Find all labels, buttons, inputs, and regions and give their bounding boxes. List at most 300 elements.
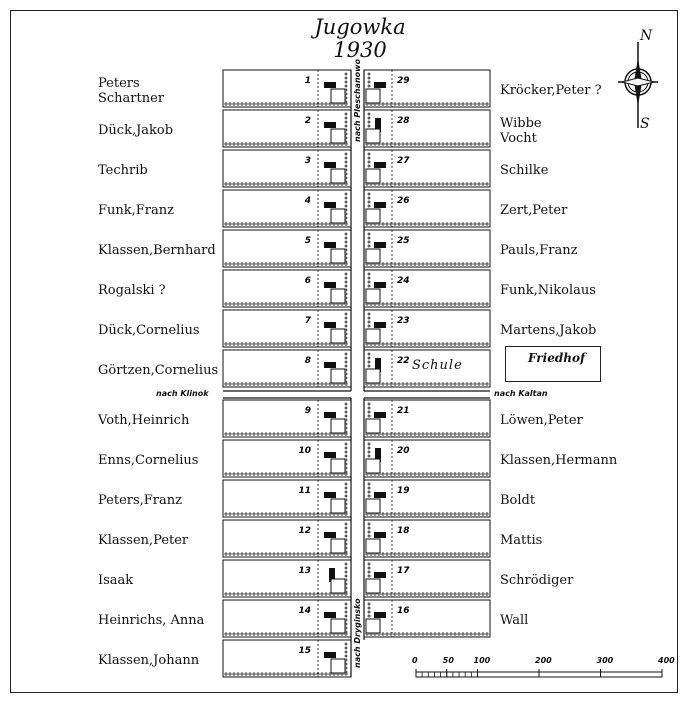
hedge-dot — [261, 183, 263, 185]
hedge-dot — [261, 103, 263, 105]
hedge-dot — [474, 343, 476, 345]
hedge-dot — [470, 343, 472, 345]
lot-number: 18 — [397, 526, 410, 536]
hedge-dot — [406, 103, 408, 105]
hedge-dot — [426, 513, 428, 515]
hedge-dot — [297, 383, 299, 385]
hedge-dot — [394, 513, 396, 515]
fence-dot — [345, 615, 347, 617]
scale-tick-label: 200 — [535, 656, 552, 665]
hedge-dot — [277, 183, 279, 185]
hedge-dot — [470, 183, 472, 185]
lot-number: 16 — [397, 606, 410, 616]
barn — [366, 329, 380, 343]
hedge-dot — [474, 143, 476, 145]
hedge-dot — [438, 513, 440, 515]
hedge-dot — [249, 433, 251, 435]
hedge-dot — [289, 473, 291, 475]
owner-name-line: Klassen,Johann — [98, 653, 200, 668]
hedge-dot — [225, 673, 227, 675]
hedge-dot — [450, 343, 452, 345]
hedge-dot — [249, 553, 251, 555]
hedge-dot — [418, 143, 420, 145]
fence-dot — [345, 607, 347, 609]
fence-dot — [368, 233, 370, 235]
hedge-dot — [305, 593, 307, 595]
hedge-dot — [241, 433, 243, 435]
hedge-dot — [486, 513, 488, 515]
house — [324, 82, 336, 88]
hedge-dot — [245, 433, 247, 435]
hedge-dot — [386, 263, 388, 265]
owner-name-line: Heinrichs, Anna — [98, 613, 205, 628]
hedge-dot — [273, 383, 275, 385]
hedge-dot — [321, 553, 323, 555]
hedge-dot — [402, 263, 404, 265]
hedge-dot — [454, 473, 456, 475]
hedge-dot — [261, 673, 263, 675]
hedge-dot — [289, 513, 291, 515]
hedge-dot — [229, 433, 231, 435]
hedge-dot — [245, 633, 247, 635]
lot-owner — [98, 453, 198, 468]
lot-owner — [500, 83, 602, 98]
hedge-dot — [474, 183, 476, 185]
hedge-dot — [293, 383, 295, 385]
hedge-dot — [321, 223, 323, 225]
lot-owner — [500, 163, 548, 178]
hedge-dot — [406, 553, 408, 555]
hedge-dot — [402, 343, 404, 345]
hedge-dot — [305, 303, 307, 305]
hedge-dot — [233, 593, 235, 595]
hedge-dot — [261, 223, 263, 225]
lot-owner — [500, 116, 542, 146]
hedge-dot — [285, 223, 287, 225]
hedge-dot — [257, 593, 259, 595]
hedge-dot — [269, 103, 271, 105]
hedge-dot — [438, 223, 440, 225]
owner-name-line: Mattis — [500, 533, 543, 548]
house — [374, 242, 386, 248]
hedge-dot — [410, 433, 412, 435]
hedge-dot — [257, 103, 259, 105]
hedge-dot — [233, 263, 235, 265]
hedge-dot — [382, 433, 384, 435]
hedge-dot — [249, 673, 251, 675]
hedge-dot — [273, 303, 275, 305]
hedge-dot — [462, 473, 464, 475]
fence-dot — [368, 487, 370, 489]
hedge-dot — [454, 183, 456, 185]
hedge-dot — [325, 343, 327, 345]
hedge-dot — [225, 433, 227, 435]
hedge-dot — [454, 513, 456, 515]
hedge-dot — [285, 303, 287, 305]
hedge-dot — [253, 343, 255, 345]
barn — [331, 579, 345, 593]
hedge-dot — [442, 433, 444, 435]
fence-dot — [345, 325, 347, 327]
hedge-dot — [398, 383, 400, 385]
scale-tick-label: 50 — [442, 656, 454, 665]
house — [324, 282, 336, 288]
fence-dot — [345, 77, 347, 79]
hedge-dot — [297, 473, 299, 475]
hedge-dot — [426, 303, 428, 305]
house — [374, 202, 386, 208]
barn — [331, 89, 345, 103]
hedge-dot — [277, 223, 279, 225]
hedge-dot — [225, 223, 227, 225]
hedge-dot — [470, 553, 472, 555]
hedge-dot — [269, 143, 271, 145]
hedge-dot — [422, 553, 424, 555]
scale-bar — [412, 656, 675, 686]
hedge-dot — [269, 223, 271, 225]
hedge-dot — [478, 593, 480, 595]
hedge-dot — [281, 633, 283, 635]
lot-number: 27 — [397, 156, 410, 166]
hedge-dot — [406, 263, 408, 265]
hedge-dot — [466, 223, 468, 225]
hedge-dot — [321, 183, 323, 185]
hedge-dot — [434, 143, 436, 145]
fence-dot — [345, 647, 347, 649]
school-label: Schule — [412, 358, 463, 373]
hedge-dot — [257, 673, 259, 675]
fence-dot — [368, 603, 370, 605]
lot-number: 10 — [298, 446, 311, 456]
hedge-dot — [418, 513, 420, 515]
hedge-dot — [482, 343, 484, 345]
hedge-dot — [410, 553, 412, 555]
lot-owner — [500, 203, 567, 218]
hedge-dot — [321, 343, 323, 345]
hedge-dot — [442, 103, 444, 105]
hedge-dot — [386, 143, 388, 145]
hedge-dot — [249, 223, 251, 225]
hedge-dot — [277, 263, 279, 265]
hedge-dot — [410, 143, 412, 145]
hedge-dot — [398, 143, 400, 145]
hedge-dot — [430, 593, 432, 595]
hedge-dot — [225, 103, 227, 105]
hedge-dot — [410, 513, 412, 515]
hedge-dot — [418, 433, 420, 435]
hedge-dot — [430, 433, 432, 435]
hedge-dot — [293, 263, 295, 265]
hedge-dot — [245, 473, 247, 475]
hedge-dot — [398, 473, 400, 475]
fence-dot — [368, 193, 370, 195]
fence-dot — [345, 523, 347, 525]
hedge-dot — [446, 343, 448, 345]
hedge-dot — [446, 103, 448, 105]
hedge-dot — [482, 633, 484, 635]
hedge-dot — [273, 553, 275, 555]
lot-16 — [364, 600, 490, 637]
hedge-dot — [277, 343, 279, 345]
hedge-dot — [478, 473, 480, 475]
hedge-dot — [486, 103, 488, 105]
hedge-dot — [486, 143, 488, 145]
hedge-dot — [478, 633, 480, 635]
fence-dot — [345, 567, 347, 569]
lot-number: 22 — [397, 356, 410, 366]
hedge-dot — [277, 673, 279, 675]
hedge-dot — [478, 223, 480, 225]
hedge-dot — [394, 343, 396, 345]
hedge-dot — [410, 473, 412, 475]
lot-owner — [98, 413, 189, 428]
hedge-dot — [474, 383, 476, 385]
hedge-dot — [418, 473, 420, 475]
hedge-dot — [301, 593, 303, 595]
lot-number: 29 — [397, 76, 410, 86]
hedge-dot — [321, 383, 323, 385]
hedge-dot — [261, 343, 263, 345]
hedge-dot — [426, 103, 428, 105]
hedge-dot — [325, 513, 327, 515]
hedge-dot — [414, 303, 416, 305]
hedge-dot — [237, 183, 239, 185]
hedge-dot — [446, 303, 448, 305]
hedge-dot — [313, 633, 315, 635]
owner-name-line: Pauls,Franz — [500, 243, 578, 258]
hedge-dot — [249, 143, 251, 145]
fence-dot — [345, 233, 347, 235]
hedge-dot — [285, 183, 287, 185]
hedge-dot — [486, 343, 488, 345]
hedge-dot — [486, 633, 488, 635]
hedge-dot — [386, 553, 388, 555]
hedge-dot — [273, 673, 275, 675]
hedge-dot — [450, 183, 452, 185]
hedge-dot — [398, 263, 400, 265]
hedge-dot — [257, 343, 259, 345]
hedge-dot — [225, 183, 227, 185]
fence-dot — [368, 571, 370, 573]
hedge-dot — [482, 433, 484, 435]
hedge-dot — [277, 473, 279, 475]
owner-name-line: Dück,Cornelius — [98, 323, 200, 338]
hedge-dot — [482, 103, 484, 105]
hedge-dot — [305, 263, 307, 265]
hedge-dot — [414, 103, 416, 105]
hedge-dot — [458, 433, 460, 435]
hedge-dot — [462, 303, 464, 305]
lot-21 — [364, 400, 490, 437]
hedge-dot — [442, 593, 444, 595]
owner-name-line: Techrib — [98, 163, 148, 178]
house — [374, 162, 386, 168]
hedge-dot — [438, 433, 440, 435]
hedge-dot — [237, 673, 239, 675]
fence-dot — [345, 165, 347, 167]
lot-owner — [500, 533, 542, 548]
fence-dot — [368, 407, 370, 409]
hedge-dot — [241, 383, 243, 385]
hedge-dot — [430, 383, 432, 385]
hedge-dot — [486, 183, 488, 185]
hedge-dot — [293, 143, 295, 145]
hedge-dot — [458, 513, 460, 515]
hedge-dot — [257, 473, 259, 475]
hedge-dot — [410, 593, 412, 595]
hedge-dot — [458, 593, 460, 595]
lot-26 — [364, 190, 490, 227]
hedge-dot — [414, 143, 416, 145]
fence-dot — [368, 607, 370, 609]
hedge-dot — [301, 513, 303, 515]
hedge-dot — [486, 263, 488, 265]
hedge-dot — [289, 593, 291, 595]
barn — [331, 249, 345, 263]
hedge-dot — [301, 343, 303, 345]
barn — [366, 129, 380, 143]
barn — [366, 209, 380, 223]
owner-name-line: Funk,Franz — [98, 203, 174, 218]
hedge-dot — [418, 593, 420, 595]
hedge-dot — [438, 103, 440, 105]
hedge-dot — [253, 183, 255, 185]
hedge-dot — [482, 513, 484, 515]
lot-19 — [364, 480, 490, 517]
hedge-dot — [434, 103, 436, 105]
hedge-dot — [478, 103, 480, 105]
hedge-dot — [442, 223, 444, 225]
hedge-dot — [454, 343, 456, 345]
lot-owner — [500, 573, 573, 588]
hedge-dot — [446, 383, 448, 385]
fence-dot — [368, 483, 370, 485]
hedge-dot — [442, 473, 444, 475]
hedge-dot — [321, 303, 323, 305]
hedge-dot — [253, 473, 255, 475]
fence-dot — [368, 165, 370, 167]
hedge-dot — [237, 593, 239, 595]
barn — [366, 89, 380, 103]
hedge-dot — [277, 553, 279, 555]
hedge-dot — [309, 633, 311, 635]
hedge-dot — [458, 143, 460, 145]
hedge-dot — [414, 593, 416, 595]
hedge-dot — [406, 143, 408, 145]
hedge-dot — [486, 553, 488, 555]
barn — [331, 329, 345, 343]
hedge-dot — [273, 103, 275, 105]
hedge-dot — [241, 223, 243, 225]
hedge-dot — [233, 223, 235, 225]
hedge-dot — [442, 383, 444, 385]
hedge-dot — [470, 103, 472, 105]
house — [324, 652, 336, 658]
hedge-dot — [245, 553, 247, 555]
fence-dot — [368, 201, 370, 203]
owner-name-line: Görtzen,Cornelius — [98, 363, 219, 378]
hedge-dot — [410, 383, 412, 385]
hedge-dot — [253, 553, 255, 555]
hedge-dot — [281, 553, 283, 555]
hedge-dot — [410, 633, 412, 635]
house — [324, 532, 336, 538]
lot-17 — [364, 560, 490, 597]
fence-dot — [368, 313, 370, 315]
fence-dot — [368, 121, 370, 123]
hedge-dot — [394, 183, 396, 185]
hedge-dot — [273, 473, 275, 475]
hedge-dot — [229, 593, 231, 595]
hedge-dot — [249, 103, 251, 105]
lot-number: 9 — [304, 406, 311, 416]
hedge-dot — [225, 513, 227, 515]
fence-dot — [345, 443, 347, 445]
barn — [366, 459, 380, 473]
hedge-dot — [422, 383, 424, 385]
hedge-dot — [394, 553, 396, 555]
hedge-dot — [466, 433, 468, 435]
hedge-dot — [450, 223, 452, 225]
hedge-dot — [458, 103, 460, 105]
hedge-dot — [225, 553, 227, 555]
owner-name-line: Dück,Jakob — [98, 123, 174, 138]
hedge-dot — [233, 633, 235, 635]
road-label-east: nach Kaltan — [494, 389, 548, 398]
hedge-dot — [313, 673, 315, 675]
hedge-dot — [482, 383, 484, 385]
fence-dot — [345, 81, 347, 83]
fence-dot — [368, 411, 370, 413]
hedge-dot — [438, 473, 440, 475]
hedge-dot — [237, 343, 239, 345]
hedge-dot — [470, 303, 472, 305]
owner-name-line: Rogalski ? — [98, 283, 166, 298]
fence-dot — [368, 415, 370, 417]
hedge-dot — [325, 553, 327, 555]
fence-dot — [368, 535, 370, 537]
hedge-dot — [414, 633, 416, 635]
hedge-dot — [229, 553, 231, 555]
hedge-dot — [430, 303, 432, 305]
hedge-dot — [261, 303, 263, 305]
hedge-dot — [458, 553, 460, 555]
hedge-dot — [289, 303, 291, 305]
hedge-dot — [321, 263, 323, 265]
fence-dot — [368, 81, 370, 83]
owner-name-line: Klassen,Bernhard — [98, 243, 216, 258]
hedge-dot — [446, 513, 448, 515]
hedge-dot — [281, 263, 283, 265]
hedge-dot — [261, 433, 263, 435]
owner-name-line: Voth,Heinrich — [98, 413, 190, 428]
hedge-dot — [414, 513, 416, 515]
hedge-dot — [394, 303, 396, 305]
hedge-dot — [297, 223, 299, 225]
fence-dot — [345, 531, 347, 533]
hedge-dot — [450, 143, 452, 145]
hedge-dot — [293, 673, 295, 675]
hedge-dot — [434, 263, 436, 265]
hedge-dot — [398, 183, 400, 185]
hedge-dot — [269, 673, 271, 675]
hedge-dot — [321, 473, 323, 475]
map-year: 1930 — [333, 38, 387, 62]
hedge-dot — [462, 383, 464, 385]
hedge-dot — [422, 103, 424, 105]
hedge-dot — [281, 103, 283, 105]
fence-dot — [345, 455, 347, 457]
